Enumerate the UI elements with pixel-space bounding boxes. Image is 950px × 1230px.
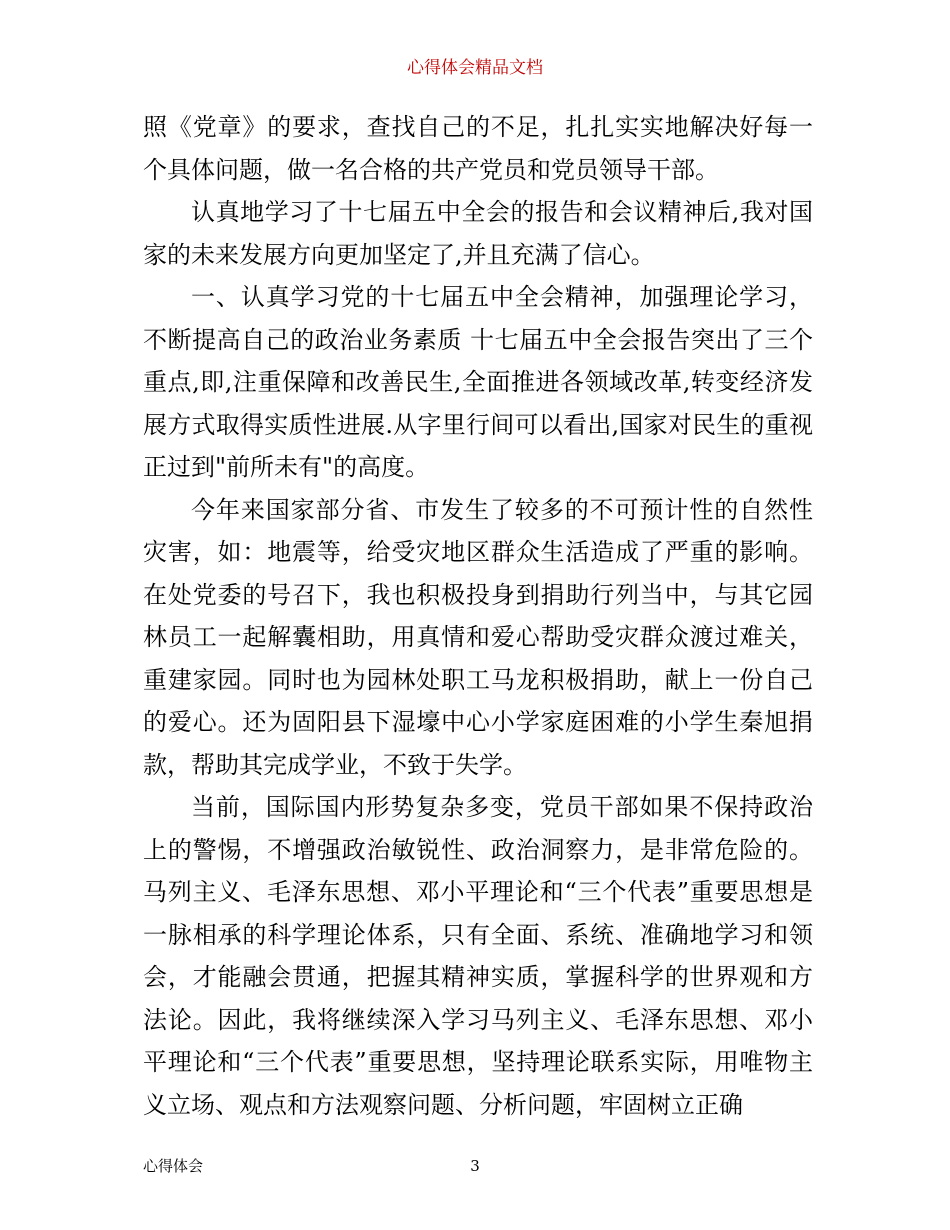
page-header-title: 心得体会精品文档 xyxy=(407,58,543,78)
document-body xyxy=(143,106,813,1126)
footer-label: 心得体会 xyxy=(143,1157,204,1175)
paragraph-disaster-donation: 今年来国家部分省、市发生了较多的不可预计性的自然性灾害，如：地震等，给受灾地区群众生活造成了严重的影响。在处党委的号召下，我也积极投身到捐助行列当中，与其它园林员工一起解囊相助，用真情和爱心帮助受灾群众渡过难关，重建家园。同时也为园林处职工马龙积极捐助，献上一份自己的爱心。还为固阳县下湿壕中心小学家庭困难的小学生秦旭捐款，帮助其完成学业，不致于失学。 xyxy=(143,495,813,779)
paragraph-continuation: 照《党章》的要求，查找自己的不足，扎扎实实地解决好每一个具体问题，做一名合格的共产党员和党员领导干部。 xyxy=(143,113,813,184)
paragraph-study-report: 认真地学习了十七届五中全会的报告和会议精神后,我对国家的未来发展方向更加坚定了,并且充满了信心。 xyxy=(143,198,813,269)
page-number: 3 xyxy=(470,1157,480,1175)
paragraph-political-awareness: 当前，国际国内形势复杂多变，党员干部如果不保持政治上的警惕，不增强政治敏锐性、政治洞察力，是非常危险的。马列主义、毛泽东思想、邓小平理论和“三个代表”重要思想是一脉相承的科学理论体系，只有全面、系统、准确地学习和领会，才能融会贯通，把握其精神实质，掌握科学的世界观和方法论。因此，我将继续深入学习马列主义、毛泽东思想、邓小平理论和“三个代表”重要思想，坚持理论联系实际，用唯物主义立场、观点和方法观察问题、分析问题，牢固树立正确 xyxy=(143,793,813,1119)
paragraph-theory-study: 一、认真学习党的十七届五中全会精神，加强理论学习，不断提高自己的政治业务素质 十七届五中全会报告突出了三个重点,即,注重保障和改善民生,全面推进各领域改革,转变经济发展方式取得实质性进展.从字里行间可以看出,国家对民生的重视正过到"前所未有"的高度。 xyxy=(143,283,813,481)
